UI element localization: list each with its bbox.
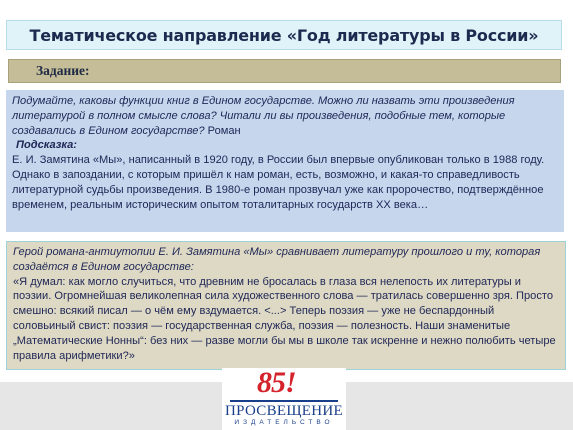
quote-text: «Я думал: как могло случиться, что древним не бросалась в глаза вся нелепость их литературы и поэзии. Огромнейшая великолепная сила художественного слова — тратилась совершенно зря. Просто смешно: всякий писал — о чём ему вздумается. <...> Теперь поэзия — уже не беспардонный соловьиный свист: поэзия — государственная служба, поэзия — полезность. Наши знаменитые „Математические Нонны“: без них — разве могли бы мы в школе так искренне и нежно полюбить четыре правила арифметики?» bbox=[13, 275, 556, 362]
task-header bbox=[8, 59, 561, 83]
task-question-paragraph bbox=[12, 94, 558, 138]
task-question: Подумайте, каковы функции книг в Едином государстве. Можно ли назвать эти произведения литературой в полном смысле слова? Читали ли вы произведения, подобные тем, которые создавались в Едином государстве? bbox=[12, 95, 515, 137]
logo-divider bbox=[230, 400, 338, 402]
hint-text: Е. И. Замятина «Мы», написанный в 1920 году, в России был впервые опубликован только в 1988 году. Однако в запоздании, с которым пришёл к нам роман, есть, возможно, и какая-то справедливость литературной судьбы произведения. В 1980-е роман прозвучал уже как пророчество, подтверждённое временем, реальным историческим опытом тоталитарных государств XX века… bbox=[12, 154, 545, 211]
hint-label: Подсказка: bbox=[16, 139, 77, 152]
logo-subtitle: ИЗДАТЕЛЬСТВО bbox=[234, 419, 334, 426]
logo-name: ПРОСВЕЩЕНИЕ bbox=[225, 403, 343, 419]
task-box bbox=[6, 90, 564, 232]
task-label: Задание: bbox=[36, 63, 90, 78]
hint-heading bbox=[12, 138, 558, 153]
title-banner bbox=[6, 20, 562, 50]
page-title: Тематическое направление «Год литературы в России» bbox=[29, 25, 539, 45]
task-question-suffix: Роман bbox=[204, 124, 241, 137]
publisher-logo bbox=[222, 368, 346, 430]
quote-intro: Герой романа-антиутопии Е. И. Замятина «Мы» сравнивает литературу прошлого и ту, которая создаётся в Едином государстве: bbox=[13, 246, 541, 273]
quote-box bbox=[6, 241, 566, 370]
logo-number: 85! bbox=[257, 366, 296, 399]
